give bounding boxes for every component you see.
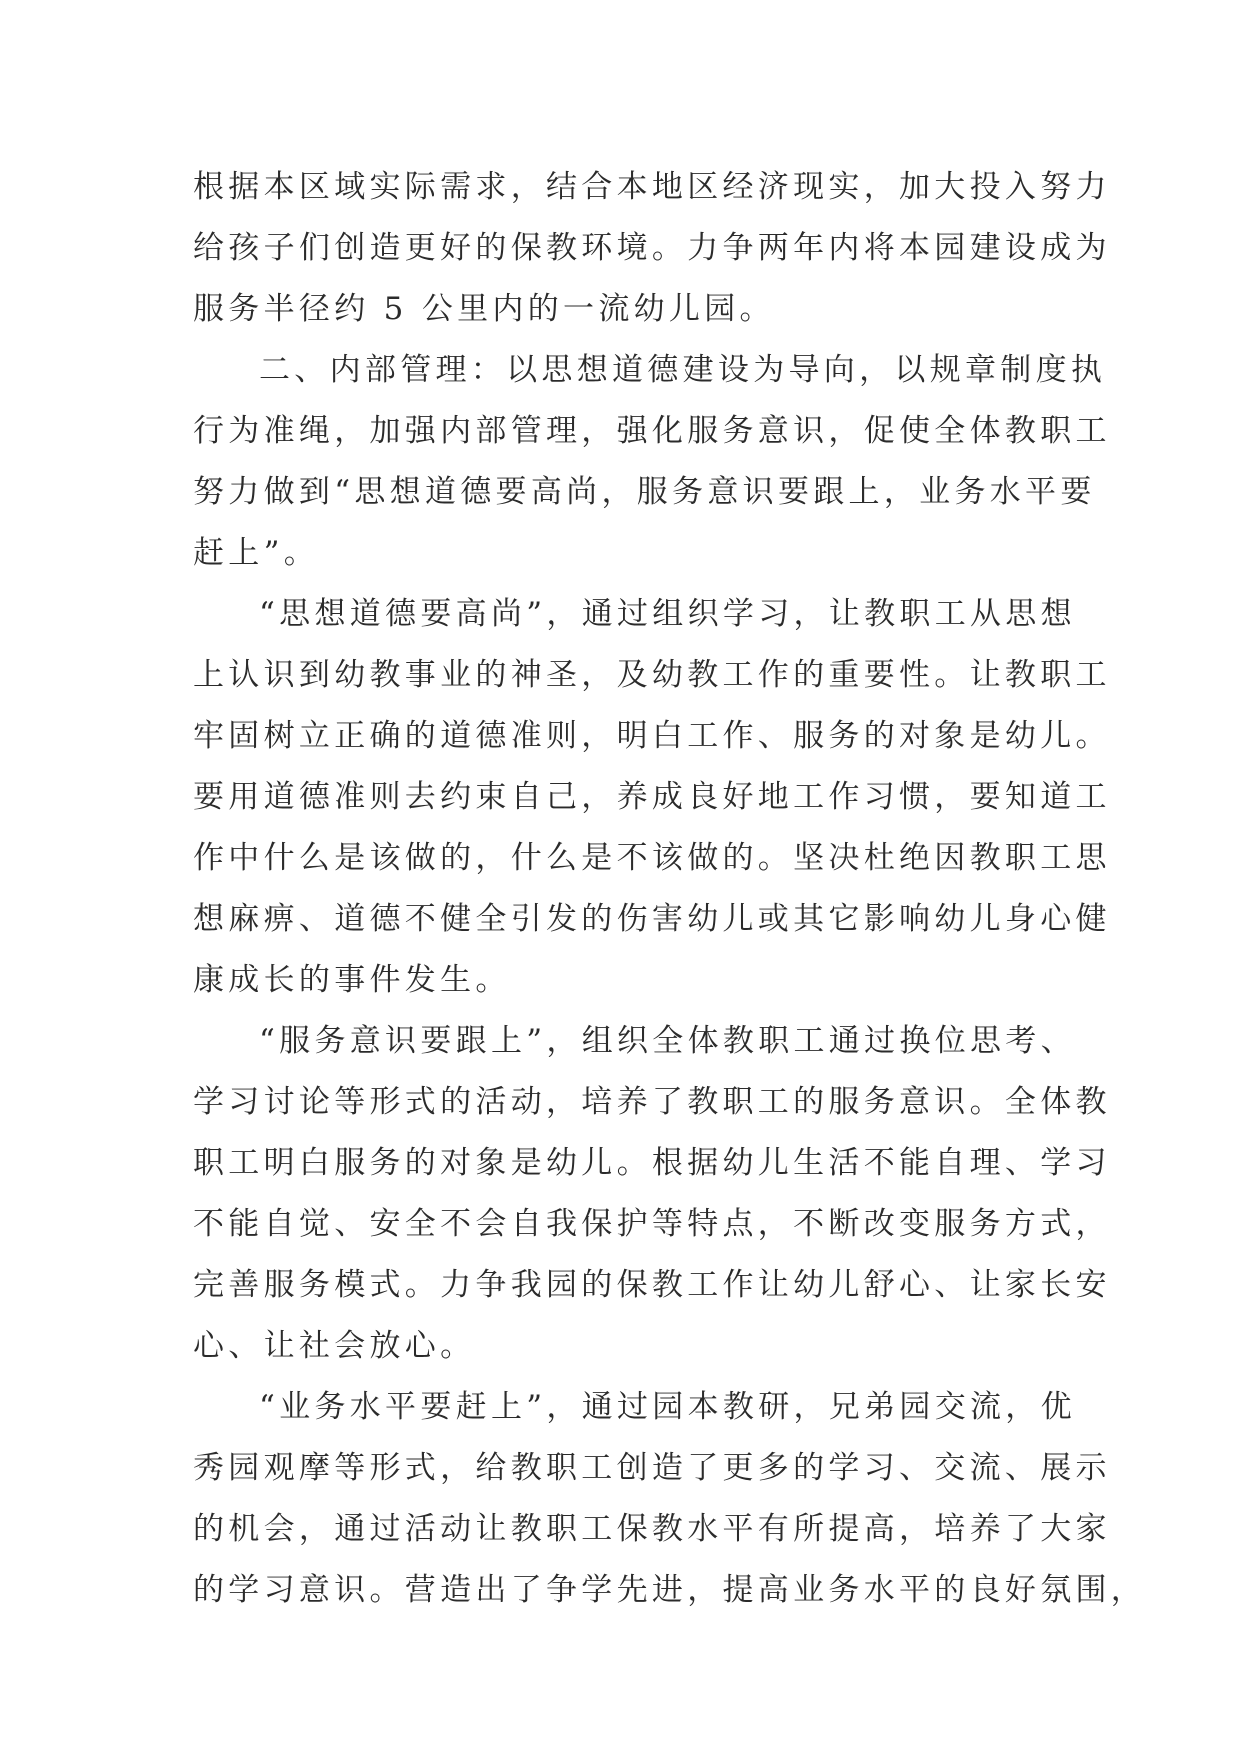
text-line: 的机会，通过活动让教职工保教水平有所提高，培养了大家 xyxy=(193,1511,1111,1547)
text-line: 康成长的事件发生。 xyxy=(193,962,511,998)
text-line: 的学习意识。营造出了争学先进，提高业务水平的良好氛围， xyxy=(193,1572,1147,1608)
text-line: 给孩子们创造更好的保教环境。力争两年内将本园建设成为 xyxy=(193,230,1111,266)
text-line: 完善服务模式。力争我园的保教工作让幼儿舒心、让家长安 xyxy=(193,1267,1111,1303)
text-line: 不能自觉、安全不会自我保护等特点，不断改变服务方式， xyxy=(193,1206,1111,1242)
text-line: 心、让社会放心。 xyxy=(193,1328,476,1364)
text-line: “思想道德要高尚”，通过组织学习，让教职工从思想 xyxy=(259,596,1076,632)
text-line: 赶上”。 xyxy=(193,535,320,571)
text-line: 要用道德准则去约束自己，养成良好地工作习惯，要知道工 xyxy=(193,779,1111,815)
text-line: “业务水平要赶上”，通过园本教研，兄弟园交流，优 xyxy=(259,1389,1076,1425)
text-line: 上认识到幼教事业的神圣，及幼教工作的重要性。让教职工 xyxy=(193,657,1111,693)
text-line: 牢固树立正确的道德准则，明白工作、服务的对象是幼儿。 xyxy=(193,718,1111,754)
text-line: 根据本区域实际需求，结合本地区经济现实，加大投入努力 xyxy=(193,169,1111,205)
text-line: 学习讨论等形式的活动，培养了教职工的服务意识。全体教 xyxy=(193,1084,1111,1120)
text-line: 服务半径约 5 公里内的一流幼儿园。 xyxy=(193,291,775,327)
text-line: 行为准绳，加强内部管理，强化服务意识，促使全体教职工 xyxy=(193,413,1111,449)
text-line: 努力做到“思想道德要高尚，服务意识要跟上，业务水平要 xyxy=(193,474,1096,510)
text-line: 想麻痹、道德不健全引发的伤害幼儿或其它影响幼儿身心健 xyxy=(193,901,1111,937)
document-body xyxy=(193,157,1147,1621)
text-line: 二、内部管理：以思想道德建设为导向，以规章制度执 xyxy=(259,352,1107,388)
text-line: “服务意识要跟上”，组织全体教职工通过换位思考、 xyxy=(259,1023,1076,1059)
text-line: 职工明白服务的对象是幼儿。根据幼儿生活不能自理、学习 xyxy=(193,1145,1111,1181)
text-line: 秀园观摩等形式，给教职工创造了更多的学习、交流、展示 xyxy=(193,1450,1111,1486)
text-line: 作中什么是该做的，什么是不该做的。坚决杜绝因教职工思 xyxy=(193,840,1111,876)
